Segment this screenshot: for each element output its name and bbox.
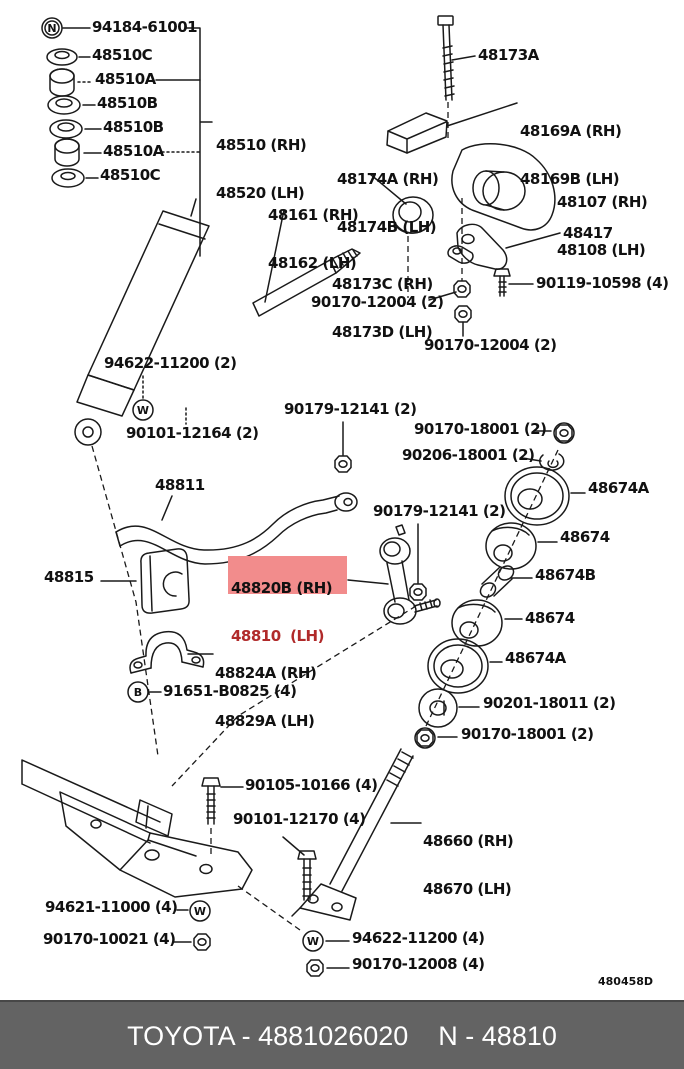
part-label-90101-12164[interactable]: 90101-12164 (2) [126,424,259,442]
diagram-code: 480458D [598,975,654,988]
part-label-94621-11000[interactable]: 94621-11000 (4) [45,898,178,916]
part-label-90105-10166[interactable]: 90105-10166 (4) [245,776,378,794]
part-label-94184-61001[interactable]: 94184-61001 [92,18,198,36]
part-label-94622-11200[interactable]: 94622-11200 (2) [104,354,237,372]
footer-part-number: TOYOTA - 4881026020 [127,1021,409,1051]
part-label-48173a[interactable]: 48173A [478,46,539,64]
part-label-48510a[interactable]: 48510A [95,70,156,88]
part-label-90170-18001[interactable]: 90170-18001 (2) [414,420,547,438]
highlighted-part-number: 48810 (LH) [231,627,324,645]
part-label-48417[interactable]: 48417 [563,224,613,242]
part-label-line: 48660 (RH) [423,832,514,850]
part-label-90119-10598[interactable]: 90119-10598 (4) [536,274,669,292]
part-label-line: 48824A (RH) [215,664,317,682]
part-label-line: 48670 (LH) [423,880,512,898]
part-label-line: 48107 (RH) [557,193,648,211]
part-label-90170-10021[interactable]: 90170-10021 (4) [43,930,176,948]
part-label-48674a[interactable]: 48674A [505,649,566,667]
part-label-94622-11200[interactable]: 94622-11200 (4) [352,929,485,947]
part-label-48815[interactable]: 48815 [44,568,94,586]
stabilizer-link-drawing [380,525,440,624]
part-label-line: 48108 (LH) [557,241,646,259]
bracket-48417-drawing [457,224,507,269]
bolt-90105-drawing [202,778,220,824]
part-label-90170-12004[interactable]: 90170-12004 (2) [311,293,444,311]
part-label-48510b[interactable]: 48510B [97,94,158,112]
part-label-90170-12008[interactable]: 90170-12008 (4) [352,955,485,973]
part-label-90206-18001[interactable]: 90206-18001 (2) [402,446,535,464]
svg-text:W: W [306,935,320,948]
part-label-line: 48174B (LH) [337,218,437,236]
footer-short-number: N - 48810 [438,1021,557,1051]
washer-marker-icon [303,931,323,951]
bolt-48173a-drawing [438,16,454,100]
part-label-90179-12141[interactable]: 90179-12141 (2) [373,502,506,520]
washer-marker-icon [190,901,210,921]
part-label-48510c[interactable]: 48510C [92,46,153,64]
part-label-line: 48169A (RH) [520,122,622,140]
part-label-48510b[interactable]: 48510B [103,118,164,136]
svg-text:N: N [47,22,57,35]
part-label-line: 48829A (LH) [215,712,315,730]
part-label-line: 48520 (LH) [216,184,305,202]
part-label-91651-b0825[interactable]: 91651-B0825 (4) [163,682,297,700]
part-label-48674[interactable]: 48674 [560,528,610,546]
part-label-90101-12170[interactable]: 90101-12170 (4) [233,810,366,828]
bracket-48824-drawing [130,632,204,673]
part-label-48107[interactable] [557,162,647,274]
lower-arm-drawing [22,760,252,897]
part-label-48510a[interactable]: 48510A [103,142,164,160]
part-label-line: 48161 (RH) [268,206,359,224]
footer-bar [0,1000,684,1069]
part-label-line: 48169B (LH) [520,170,620,188]
nut-marker-icon [42,18,62,38]
part-label-90170-18001[interactable]: 90170-18001 (2) [461,725,594,743]
svg-text:W: W [136,404,150,417]
part-label-line: 48173C (RH) [332,275,433,293]
part-label-48510c[interactable]: 48510C [100,166,161,184]
strut-mount-parts-drawing [47,49,84,187]
washer-marker-icon [133,400,153,420]
part-label-90201-18011[interactable]: 90201-18011 (2) [483,694,616,712]
part-label-48674a[interactable]: 48674A [588,479,649,497]
part-label-line: 48510 (RH) [216,136,307,154]
part-label-line: 48174A (RH) [337,170,439,188]
part-label-line: 48173D (LH) [332,323,433,341]
bolt-90119-drawing [494,269,510,296]
part-label-line: 48162 (LH) [268,254,357,272]
svg-text:W: W [193,905,207,918]
svg-text:B: B [133,686,143,699]
part-label-48674b[interactable]: 48674B [535,566,596,584]
part-label-48674[interactable]: 48674 [525,609,575,627]
bolt-marker-icon [128,682,148,702]
part-label-90179-12141[interactable]: 90179-12141 (2) [284,400,417,418]
part-label-line: 48820B (RH) [231,579,333,597]
part-label-90170-12004[interactable]: 90170-12004 (2) [424,336,557,354]
part-label-48660[interactable] [423,801,513,913]
part-label-48811[interactable]: 48811 [155,476,205,494]
